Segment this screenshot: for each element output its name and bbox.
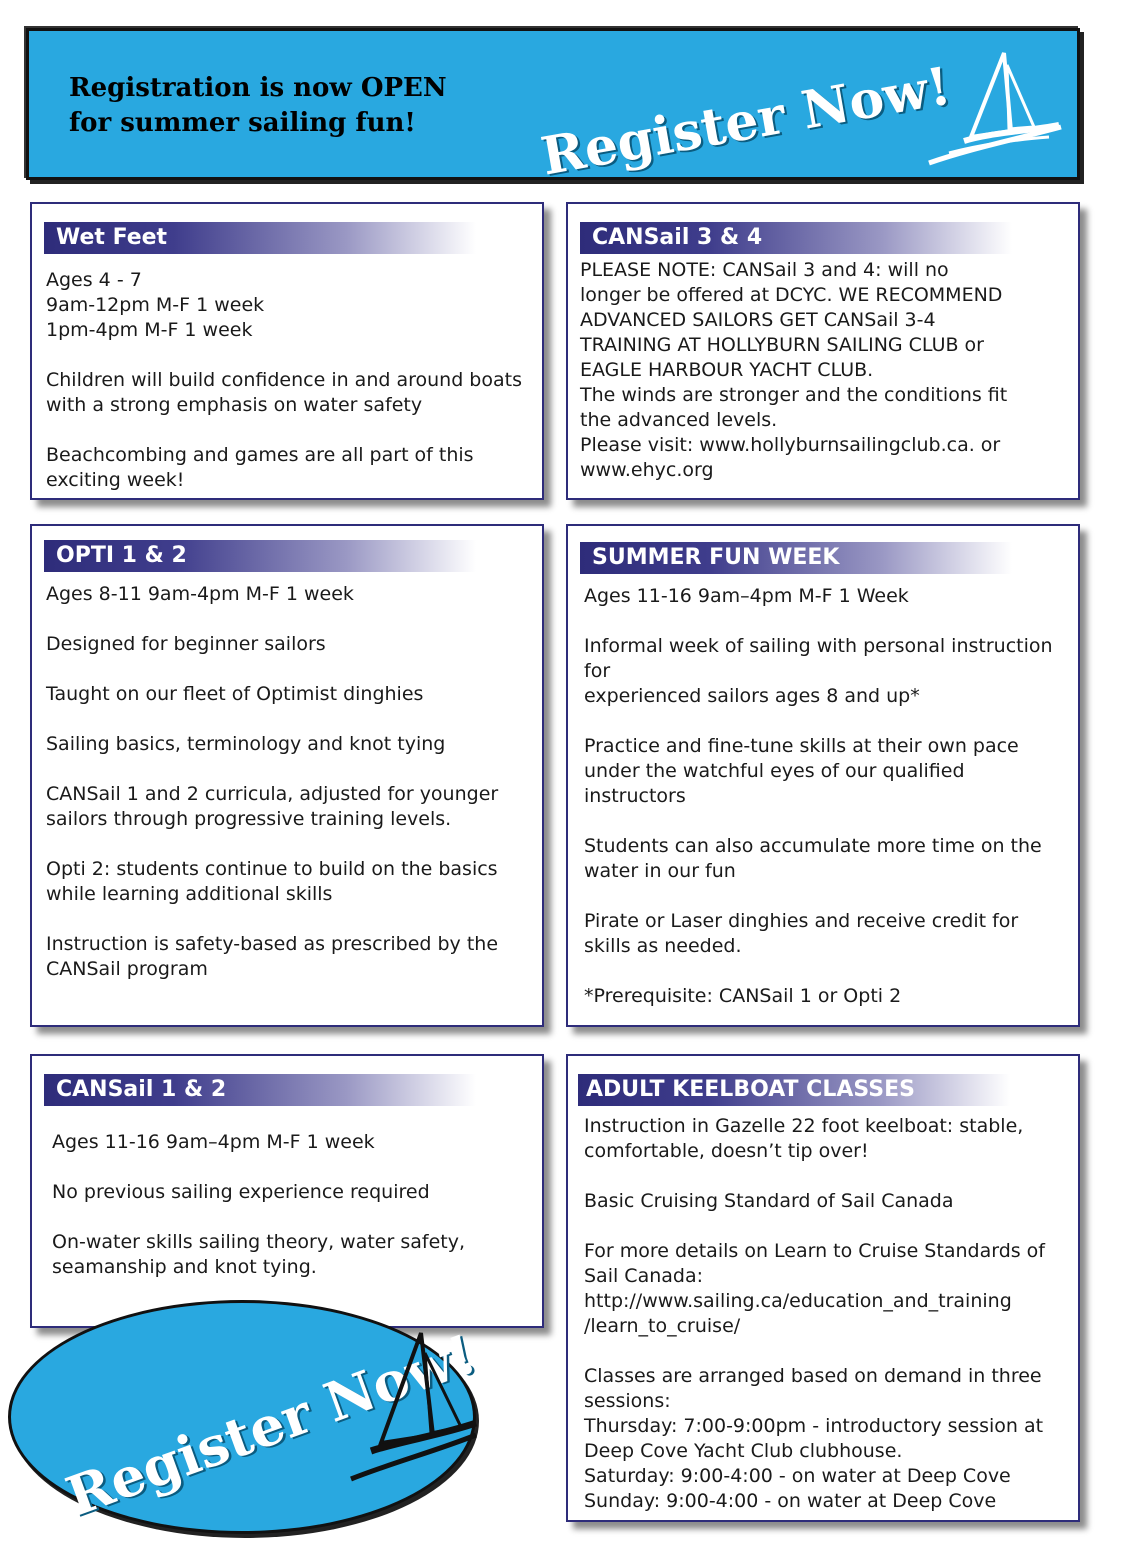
card-body [52, 1130, 534, 1280]
text-line: The winds are stronger and the conditions fit [580, 384, 1008, 406]
text-line: Ages 4 - 7 [46, 269, 142, 291]
text-line: EAGLE HARBOUR YACHT CLUB. [580, 359, 874, 381]
paragraph: experienced sailors ages 8 and up* [584, 685, 920, 707]
paragraph: Sailing basics, terminology and knot tying [46, 733, 446, 755]
paragraph: Saturday: 9:00-4:00 - on water at Deep Cove [584, 1465, 1011, 1487]
card-title: ADULT KEELBOAT CLASSES [578, 1074, 1010, 1106]
card-body [584, 584, 1070, 1009]
text-line: www.ehyc.org [580, 459, 714, 481]
paragraph: Pirate or Laser dinghies and receive credit for skills as needed. [584, 910, 1019, 957]
banner-line-1: Registration is now OPEN [69, 73, 447, 103]
top-banner [26, 28, 1080, 188]
card-title: Wet Feet [44, 222, 476, 254]
card-adult-keelboat [566, 1054, 1080, 1522]
link-url[interactable]: /learn_to_cruise/ [584, 1315, 741, 1337]
paragraph: No previous sailing experience required [52, 1181, 430, 1203]
card-cansail-3-4 [566, 202, 1080, 500]
card-title: CANSail 3 & 4 [580, 222, 1012, 254]
text-line: longer be offered at DCYC. WE RECOMMEND [580, 284, 1003, 306]
card-title: SUMMER FUN WEEK [580, 542, 1012, 574]
card-body [580, 258, 1074, 483]
text-line: 9am-12pm M-F 1 week [46, 294, 265, 316]
paragraph: Designed for beginner sailors [46, 633, 326, 655]
paragraph: Children will build confidence in and around boats with a strong emphasis on water safety [46, 369, 522, 416]
paragraph: Basic Cruising Standard of Sail Canada [584, 1190, 954, 1212]
text-line: the advanced levels. [580, 409, 778, 431]
sailboat-icon [909, 45, 1069, 170]
sailboat-icon [341, 1323, 481, 1493]
card-wet-feet [30, 202, 544, 500]
text-line: ADVANCED SAILORS GET CANSail 3-4 [580, 309, 936, 331]
card-body [584, 1114, 1074, 1514]
paragraph: Classes are arranged based on demand in three sessions: [584, 1365, 1042, 1412]
paragraph: *Prerequisite: CANSail 1 or Opti 2 [584, 985, 902, 1007]
paragraph: Opti 2: students continue to build on the basics while learning additional skills [46, 858, 498, 905]
card-opti-1-2 [30, 524, 544, 1027]
paragraph: Students can also accumulate more time on the water in our fun [584, 835, 1042, 882]
paragraph: Sunday: 9:00-4:00 - on water at Deep Cove [584, 1490, 997, 1512]
text-line: 1pm-4pm M-F 1 week [46, 319, 253, 341]
text-line: PLEASE NOTE: CANSail 3 and 4: will no [580, 259, 949, 281]
card-summer-fun-week [566, 524, 1080, 1027]
paragraph: Thursday: 7:00-9:00pm - introductory session at Deep Cove Yacht Club clubhouse. [584, 1415, 1044, 1462]
text-line: TRAINING AT HOLLYBURN SAILING CLUB or [580, 334, 984, 356]
paragraph: Taught on our fleet of Optimist dinghies [46, 683, 424, 705]
card-cansail-1-2 [30, 1054, 544, 1328]
paragraph: On-water skills sailing theory, water safety, seamanship and knot tying. [52, 1231, 465, 1278]
paragraph: Informal week of sailing with personal instruction for [584, 635, 1053, 682]
card-body [46, 582, 534, 982]
paragraph: CANSail 1 and 2 curricula, adjusted for younger sailors through progressive training levels. [46, 783, 499, 830]
paragraph: Instruction in Gazelle 22 foot keelboat: stable, comfortable, doesn’t tip over! [584, 1115, 1024, 1162]
paragraph: For more details on Learn to Cruise Standards of Sail Canada: [584, 1240, 1046, 1287]
paragraph: Beachcombing and games are all part of this exciting week! [46, 444, 474, 491]
register-now-button[interactable]: Register Now! [58, 1321, 485, 1529]
paragraph: Ages 8-11 9am-4pm M-F 1 week [46, 583, 354, 605]
link-url[interactable]: http://www.sailing.ca/education_and_training [584, 1290, 1012, 1312]
register-now-button[interactable]: Register Now! [536, 55, 956, 188]
text-line: Please visit: www.hollyburnsailingclub.ca. or [580, 434, 1001, 456]
paragraph: Ages 11-16 9am–4pm M-F 1 Week [584, 585, 909, 607]
register-now-oval[interactable] [8, 1300, 485, 1534]
paragraph: Practice and fine-tune skills at their own pace under the watchful eyes of our qualified instructors [584, 735, 1019, 807]
paragraph: Ages 11-16 9am–4pm M-F 1 week [52, 1131, 375, 1153]
paragraph: Instruction is safety-based as prescribed by the CANSail program [46, 933, 499, 980]
card-title: CANSail 1 & 2 [44, 1074, 476, 1106]
banner-headline [69, 71, 447, 141]
card-body [46, 268, 534, 493]
banner-line-2: for summer sailing fun! [69, 108, 416, 138]
card-title: OPTI 1 & 2 [44, 540, 476, 572]
